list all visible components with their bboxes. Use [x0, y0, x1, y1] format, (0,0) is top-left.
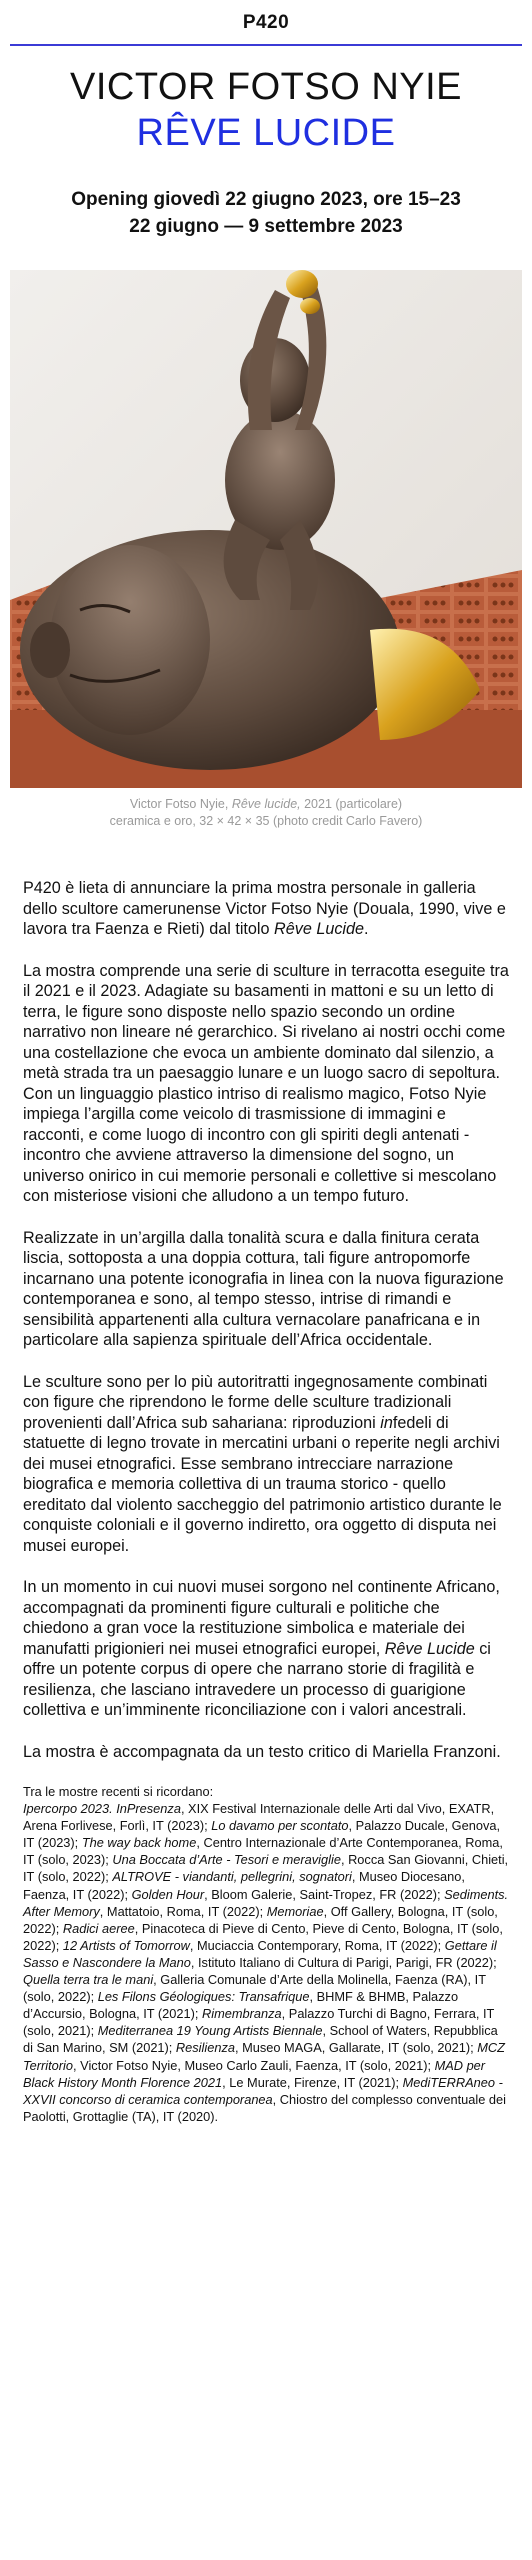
recent-intro: Tra le mostre recenti si ricordano:	[23, 1784, 214, 1799]
recent-exhibition-details: , Bloom Galerie, Saint-Tropez, FR (2022);	[204, 1886, 445, 1902]
recent-exhibition-details: , Mattatoio, Roma, IT (2022);	[99, 1903, 267, 1919]
recent-exhibition-title: Una Boccata d’Arte - Tesori e meraviglie	[112, 1852, 341, 1868]
paragraph-museums-b: ci offre un potente corpus di opere che narrano storie di fragilità e resilienza, che lasciano intravedere un processo di guarigione collettiva e un’imminente riconciliazione con i valori ancestrali.	[23, 1639, 491, 1719]
recent-exhibition-details: , Off Gallery, Bologna, IT (solo, 2022);	[23, 1903, 498, 1936]
paragraph-critic: La mostra è accompagnata da un testo critico di Mariella Franzoni.	[23, 1742, 501, 1761]
date-range: 22 giugno — 9 settembre 2023	[129, 216, 403, 237]
recent-exhibition-details: , XIX Festival Internazionale delle Arti dal Vivo, EXATR, Arena Forlivese, Forlì, IT (2023);	[23, 1801, 495, 1834]
paragraph-sculptures-a: Le sculture sono per lo più autoritratti ingegnosamente combinati con figure che riprendono le forme delle sculture tradizionali provenienti dall’Africa sub sahariana: riproduzioni	[23, 1372, 488, 1432]
recent-exhibition-title: Lo davamo per scontato	[211, 1818, 349, 1834]
paragraph-museums-a: In un momento in cui nuovi musei sorgono nel continente Africano, accompagnati da prominenti figure culturali e politiche che chiedono a gran voce la restituzione simbolica e materiale dei manufatti prigionieri nei musei etnografici europei,	[23, 1578, 500, 1658]
caption-year: 2021 (particolare)	[304, 797, 403, 811]
exhibition-title: RÊVE LUCIDE	[136, 112, 396, 154]
recent-exhibition-title: Radici aeree	[62, 1920, 135, 1936]
sculpture-illustration	[10, 270, 522, 788]
paragraph-intro-text: P420 è lieta di annunciare la prima mostra personale in galleria dello scultore camerunense Victor Fotso Nyie (Douala, 1990, vive e lavora tra Faenza e Rieti) dal titolo	[23, 879, 506, 938]
paragraph-museums	[23, 1577, 509, 1721]
caption-title: Rêve lucide,	[231, 797, 301, 811]
paragraph-intro-end: .	[364, 920, 369, 938]
paragraph-sculptures-b: fedeli di statuette di legno trovate in mercatini urbani o reperite negli archivi dei musei etnografici. Esse sembrano intrecciare narrazione biografica e memoria collettiva di un trauma storico - quello ereditato dal violento saccheggio del patrimonio artistico durante le conquiste coloniali e il governo indiretto, ora oggetto di disputa nei musei europei.	[23, 1413, 502, 1555]
paragraph-sculptures	[23, 1372, 509, 1557]
paragraph-museums-title: Rêve Lucide	[384, 1639, 475, 1658]
recent-exhibition-details: , Palazzo Turchi di Bagno, Ferrara, IT (solo, 2021);	[23, 2006, 495, 2039]
recent-exhibition-title: Golden Hour	[131, 1886, 205, 1902]
recent-exhibition-title: Ipercorpo 2023. InPresenza	[23, 1801, 181, 1817]
recent-exhibitions	[23, 1783, 509, 2125]
recent-exhibition-title: Gettare il Sasso e Nascondere la Mano	[23, 1937, 497, 1970]
recent-exhibition-details: , Le Murate, Firenze, IT (2021);	[222, 2074, 403, 2090]
recent-exhibition-details: , Museo MAGA, Gallarate, IT (solo, 2021);	[234, 2040, 478, 2056]
paragraph-sculptures-italic: in	[380, 1413, 393, 1432]
artwork-caption	[0, 796, 532, 830]
opening-date: Opening giovedì 22 giugno 2023, ore 15–23	[71, 189, 461, 210]
title-block	[0, 46, 532, 156]
recent-exhibition-details: , Victor Fotso Nyie, Museo Carlo Zauli, Faenza, IT (solo, 2021);	[73, 2057, 435, 2073]
recent-exhibition-details: , Chiostro del complesso conventuale dei Paolotti, Grottaglie (TA), IT (2020).	[23, 2091, 506, 2124]
recent-exhibition-details: , Galleria Comunale d’Arte della Molinella, Faenza (RA), IT (solo, 2022);	[23, 1972, 486, 2005]
recent-exhibition-title: ALTROVE - viandanti, pellegrini, sognatori	[112, 1869, 352, 1885]
recent-exhibition-title: Sediments. After Memory	[23, 1886, 509, 1919]
artwork-image	[10, 270, 522, 788]
paragraph-intro	[23, 878, 509, 940]
recent-exhibition-title: Les Filons Géologiques: Transafrique	[97, 1989, 310, 2005]
recent-exhibition-details: , Palazzo Ducale, Genova, IT (2023);	[23, 1818, 501, 1851]
recent-exhibition-title: 12 Artists of Tomorrow	[62, 1937, 190, 1953]
recent-exhibition-details: , Muciaccia Contemporary, Roma, IT (2022);	[189, 1937, 445, 1953]
recent-exhibition-details: , Centro Internazionale d’Arte Contemporanea, Roma, IT (solo, 2023);	[23, 1835, 503, 1868]
press-release-body	[23, 878, 509, 1762]
exhibition-dates	[0, 186, 532, 240]
recent-exhibition-details: , School of Waters, Repubblica di San Marino, SM (2021);	[23, 2023, 498, 2056]
paragraph-exhibition: La mostra comprende una serie di sculture in terracotta eseguite tra il 2021 e il 2023. Adagiate su basamenti in mattoni e su un letto di terra, le figure sono disposte nello spazio secondo un ordine narrativo non lineare né gerarchico. Si rivelano ai nostri occhi come una costellazione che evoca un ambiente dominato dal silenzio, a metà strada tra un paesaggio lunare e un luogo sacro di sepoltura. Con un linguaggio plastico intriso di realismo magico, Fotso Nyie impiega l’argilla come veicolo di trasmissione di immagini e racconti, e come luogo di incontro con gli spiriti degli antenati - incontro che avviene attraverso la dimensione del sogno, un universo onirico in cui memorie personali e collettive si mescolano con misteriose visioni che alludono a un tempo futuro.	[23, 961, 509, 1205]
recent-exhibition-details: , Istituto Italiano di Cultura di Parigi, Parigi, FR (2022);	[190, 1954, 497, 1970]
recent-exhibition-title: Rimembranza	[202, 2006, 282, 2022]
caption-line-1	[0, 796, 532, 813]
paragraph-material: Realizzate in un’argilla dalla tonalità scura e dalla finitura cerata liscia, sottoposta a una doppia cottura, tali figure antropomorfe incarnano una potente iconografia in linea con la nuova figurazione contemporanea e sono, al tempo stesso, intrise di rimandi e sensibilità appartenenti alla cultura vernacolare panafricana e in particolare alla sapienza spirituale dell’Africa occidentale.	[23, 1228, 504, 1349]
recent-exhibition-details: , Rocca San Giovanni, Chieti, IT (solo, 2022);	[23, 1852, 509, 1885]
recent-exhibition-item	[63, 1938, 445, 1953]
recent-exhibition-details: , Museo Diocesano, Faenza, IT (2022);	[23, 1869, 465, 1902]
recent-exhibition-title: Quella terra tra le mani	[23, 1972, 154, 1988]
recent-exhibition-details: , BHMF & BHMB, Palazzo d’Accursio, Bologna, IT (2021);	[23, 1989, 459, 2022]
recent-exhibition-item	[176, 2040, 477, 2055]
recent-exhibition-item	[132, 1887, 444, 1902]
recent-exhibitions-list	[23, 1800, 509, 2125]
recent-exhibition-title: MediTERRAneo - XXVII concorso di ceramica contemporanea	[23, 2074, 503, 2107]
recent-exhibition-title: MCZ Territorio	[23, 2040, 505, 2073]
recent-exhibition-title: The way back home	[81, 1835, 197, 1851]
gallery-brand[interactable]: P420	[242, 12, 290, 33]
caption-artist: Victor Fotso Nyie,	[129, 797, 229, 811]
recent-exhibition-title: Resilienza	[175, 2040, 235, 2056]
recent-exhibition-title: Mediterranea 19 Young Artists Biennale	[97, 2023, 323, 2039]
recent-exhibition-title: Memoriae	[266, 1903, 324, 1919]
recent-exhibition-title: MAD per Black History Month Florence 2021	[23, 2057, 486, 2090]
paragraph-intro-title: Rêve Lucide	[274, 920, 365, 938]
caption-line-2: ceramica e oro, 32 × 42 × 35 (photo credit Carlo Favero)	[109, 814, 423, 828]
artist-name: VICTOR FOTSO NYIE	[69, 66, 463, 108]
recent-exhibition-details: , Pinacoteca di Pieve di Cento, Pieve di Cento, Bologna, IT (solo, 2022);	[23, 1920, 503, 1953]
